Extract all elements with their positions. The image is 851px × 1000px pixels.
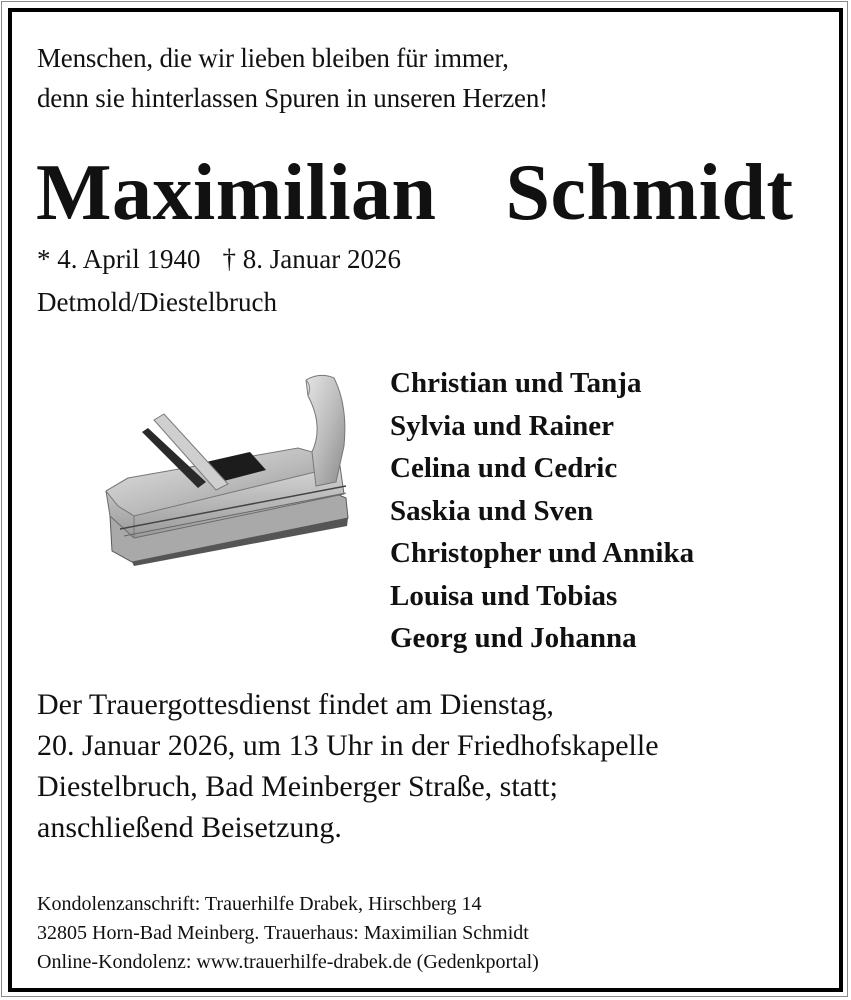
contact-house: 32805 Horn-Bad Meinberg. Trauerhaus: Maximilian Schmidt [37, 922, 529, 944]
life-dates [37, 241, 401, 277]
motto-line: Menschen, die wir lieben bleiben für immer, [37, 43, 509, 73]
place-of-residence: Detmold/Diestelbruch [37, 287, 277, 317]
service-line: 20. Januar 2026, um 13 Uhr in der Friedhofskapelle [37, 729, 659, 762]
contact-online-link[interactable]: Online-Kondolenz: www.trauerhilfe-drabek.de (Gedenkportal) [37, 951, 539, 973]
birth-date: * 4. April 1940 [37, 244, 201, 274]
service-line: anschließend Beisetzung. [37, 811, 342, 844]
service-line: Diestelbruch, Bad Meinberger Straße, statt; [37, 770, 558, 803]
motto-quote [37, 38, 548, 118]
deceased-name: Maximilian Schmidt [36, 149, 794, 237]
mourner-entry: Celina und Cedric [390, 452, 618, 484]
hand-plane-icon [98, 366, 354, 566]
contact-address: Kondolenzanschrift: Trauerhilfe Drabek, Hirschberg 14 [37, 893, 482, 915]
mourner-entry: Christopher und Annika [390, 537, 695, 569]
condolence-contact [37, 890, 539, 977]
mourner-entry: Sylvia und Rainer [390, 409, 614, 442]
mourner-entry: Christian und Tanja [390, 367, 642, 399]
motto-line: denn sie hinterlassen Spuren in unseren Herzen! [37, 83, 548, 113]
mourner-entry: Saskia und Sven [390, 494, 594, 527]
death-date: † 8. Januar 2026 [222, 244, 401, 274]
funeral-service-info [37, 684, 659, 848]
service-line: Der Trauergottesdienst findet am Dienstag, [37, 688, 554, 721]
mourner-entry: Louisa und Tobias [390, 579, 618, 612]
mourner-entry: Georg und Johanna [390, 622, 637, 654]
mourners-list [390, 362, 694, 660]
